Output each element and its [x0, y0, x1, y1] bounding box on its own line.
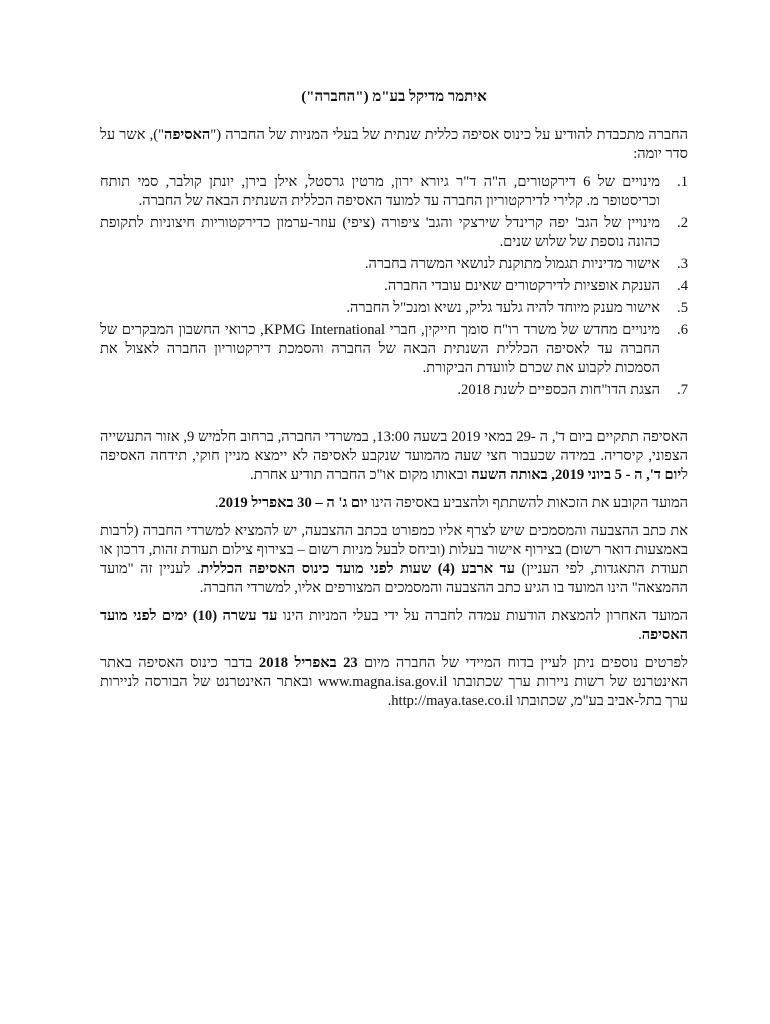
agenda-item-number: 4. [677, 278, 688, 294]
intro-text-2: "), אשר על סדר יומה: [100, 127, 688, 162]
agenda-item [100, 173, 688, 211]
agenda-item [100, 255, 688, 274]
adjourned-meeting-date: יום ד', ה - 5 ביוני 2019, באותה השעה [471, 467, 682, 483]
agenda-item-number: 3. [677, 256, 688, 272]
agenda-item-text: מינויים מחדש של משרד רו"ח סומך חייקין, חברי KPMG International, כרואי החשבון המבקרים של החברה עד לאסיפה הכללית השנתית הבאה של החברה והסמכת דירקטוריון החברה לאצול את הסמכות לקבוע את שכרם לוועדת הביקורת. [100, 322, 660, 376]
agenda-item-number: 1. [677, 174, 688, 190]
details-text-3: ובאתר האינטרנט של הבורסה לניירות ערך בתל-אביב בע"מ, שכתובתו [100, 674, 688, 709]
immediate-report-date: 23 באפריל 2018 [258, 655, 358, 671]
agenda-item-number: 2. [677, 215, 688, 231]
meeting-paragraph [100, 428, 688, 485]
details-paragraph [100, 654, 688, 711]
position-deadline-paragraph [100, 607, 688, 645]
position-deadline-text-1: המועד האחרון להמצאת הודעות עמדה לחברה על ידי בעלי המניות הינו [277, 608, 688, 624]
voting-text-1: את כתב ההצבעה והמסמכים שיש לצרף אליו כמפורט בכתב ההצבעה, יש להמציא למשרדי החברה (לרבות באמצעות דואר רשום) בצירוף אישור בעלות (וביחס לבעל מניות רשום – בצירוף צילום תעודת זהות, דרכון או תעודת התאגדות, לפי העניין) [100, 523, 688, 577]
agenda-item [100, 277, 688, 296]
record-date-paragraph [100, 494, 688, 513]
voting-paragraph [100, 522, 688, 598]
intro-paragraph [100, 126, 688, 164]
intro-defined-term: האסיפה [164, 127, 211, 143]
agenda-item-text: אישור מענק מיוחד להיה גלעד גליק, נשיא ומנכ"ל החברה. [346, 300, 660, 316]
agenda-item-number: 5. [677, 300, 688, 316]
agenda-item [100, 214, 688, 252]
voting-text-2: . לעניין זה "מועד ההמצאה" הינו המועד בו הגיע כתב ההצבעה והמסמכים המצורפים אליו, למשרדי החברה. [100, 561, 688, 596]
details-text-1: לפרטים נוספים ניתן לעיין בדוח המיידי של החברה מיום [357, 655, 688, 671]
position-deadline-value: עד עשרה (10) ימים לפני מועד האסיפה [100, 608, 688, 643]
page-title: איתמר מדיקל בע"מ ("החברה") [301, 89, 487, 105]
voting-deadline: עד ארבע (4) שעות לפני מועד כינוס האסיפה הכללית [200, 561, 515, 577]
record-date-text-1: המועד הקובע את הזכאות להשתתף ולהצביע באסיפה הינו [367, 495, 688, 511]
record-date-text-2: . [214, 495, 219, 511]
agenda-item-text: הענקת אופציות לדירקטורים שאינם עובדי החברה. [384, 278, 660, 294]
agenda-item-text: הצגת הדו"חות הכספיים לשנת 2018. [457, 382, 660, 398]
meeting-text-2: ובאותו מקום או"כ החברה תודיע אחרת. [250, 467, 472, 483]
record-date-value: יום ג' ה – 30 באפריל 2019 [218, 495, 368, 511]
agenda-item-text: מינויים של 6 דירקטורים, ה"ה ד"ר גיורא ירון, מרטין גרסטל, אילן בירן, יונתן קולבר, סמי תותח וכריסטופר מ. קלירי לדירקטוריון החברה עד למועד האסיפה הכללית השנתית הבאה של החברה. [100, 174, 660, 209]
agenda-list [100, 173, 688, 400]
magna-url-link[interactable]: www.magna.isa.gov.il [317, 674, 448, 690]
meeting-text-1: האסיפה תתקיים ביום ד', ה -29 במאי 2019 בשעה 13:00, במשרדי החברה, ברחוב חלמיש 9, אזור התעשייה הצפוני, קיסריה. במידה שכעבור חצי שעה מהמועד שנקבע לאסיפה לא יימצא מניין חוקי, תידחה האסיפה ל [100, 429, 689, 483]
position-deadline-text-2: . [638, 627, 642, 643]
agenda-item-number: 7. [677, 382, 688, 398]
maya-url-link[interactable]: http://maya.tase.co.il [391, 693, 514, 709]
agenda-item [100, 321, 688, 378]
agenda-item [100, 381, 688, 400]
document-page [100, 88, 688, 720]
agenda-item [100, 299, 688, 318]
details-text-4: . [387, 693, 392, 709]
details-text-2: בדבר כינוס האסיפה באתר האינטרנט של רשות ניירות ערך שכתובתו [100, 655, 688, 690]
intro-text-1: החברה מתכבדת להודיע על כינוס אסיפה כללית שנתית של בעלי המניות של החברה (" [210, 127, 689, 143]
agenda-item-number: 6. [677, 322, 688, 338]
agenda-item-text: אישור מדיניות תגמול מתוקנת לנושאי המשרה בחברה. [364, 256, 660, 272]
agenda-item-text: מינויין של הגב' יפה קרינדל שירצקי והגב' ציפורה (ציפי) עוזר-ערמון כדירקטוריות חיצוניות לתקופת כהונה נוספת של שלוש שנים. [100, 215, 660, 250]
